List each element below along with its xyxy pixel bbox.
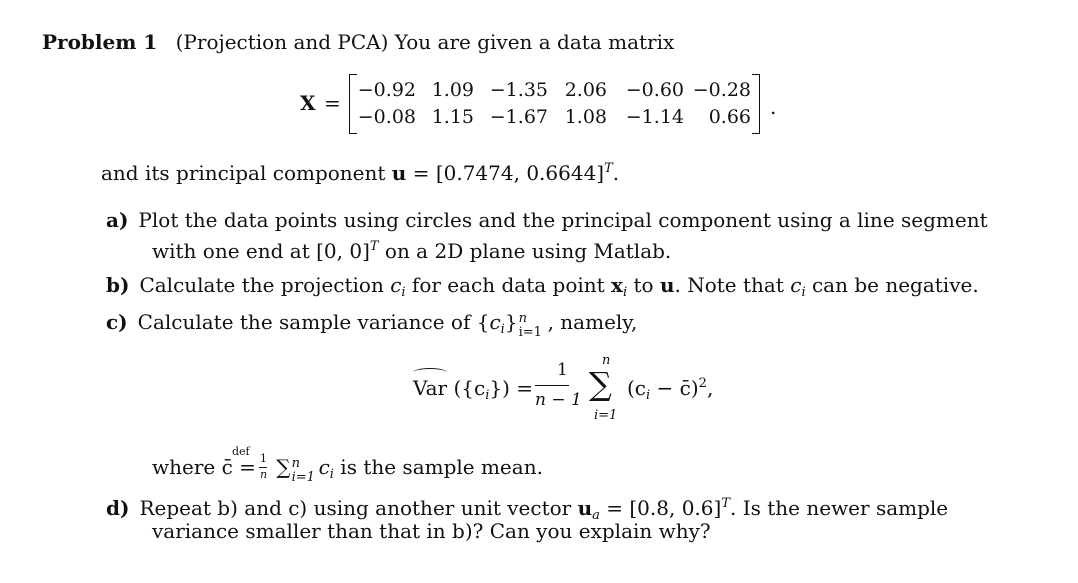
part-c — [106, 310, 637, 342]
part-d-sup: T — [721, 496, 730, 511]
where-suffix: is the sample mean. — [340, 455, 543, 479]
part-d-text3: . Is the newer sample — [730, 496, 949, 520]
part-c-set-sub: i=1 — [518, 325, 542, 340]
part-d-label: d) — [106, 496, 130, 520]
pc-value: = [0.7474, 0.6644] — [412, 161, 605, 185]
part-d-ua-sub: a — [592, 508, 600, 523]
part-a-text: Plot the data points using circles and the principal component using a line segment — [138, 208, 988, 232]
where-sum-sup: n — [291, 456, 300, 471]
pc-symbol: u — [391, 161, 407, 185]
part-b-xi-sub: i — [622, 285, 628, 300]
variance-lhs-text: Var ({c — [413, 376, 486, 400]
variance-rhs-end: , — [706, 376, 714, 400]
where-sum-limits — [291, 456, 319, 485]
matrix-cell: −0.28 — [692, 79, 751, 101]
part-c-label: c) — [106, 310, 128, 334]
variance-rhs — [627, 376, 713, 403]
matrix-cell: −0.08 — [357, 106, 416, 128]
part-a-label: a) — [106, 208, 129, 232]
part-b-u: u — [659, 273, 675, 297]
matrix-cell: 1.08 — [564, 106, 607, 128]
problem-title: Problem 1 — [42, 30, 158, 54]
part-c-set-var-sub: i — [500, 322, 505, 337]
part-c-limits — [518, 311, 548, 340]
pc-transpose: T — [604, 161, 613, 176]
variance-lhs-sub: i — [485, 388, 490, 403]
matrix-equals: = — [324, 91, 341, 115]
part-a-continuation — [152, 235, 671, 263]
matrix-cell: −0.60 — [625, 79, 684, 101]
sum-upper-limit: n — [602, 353, 611, 368]
part-a-line2-pre: with one end at [0, 0] — [152, 239, 370, 263]
variance-rhs-sub: i — [646, 388, 651, 403]
matrix-right-bracket — [752, 74, 760, 134]
part-b-ci: c — [390, 273, 402, 297]
fraction-bar — [535, 385, 569, 386]
variance-rhs-open: (c — [627, 376, 647, 400]
matrix-cell: 2.06 — [564, 79, 607, 101]
where-ci: c — [318, 455, 330, 479]
where-eq: = — [239, 455, 256, 479]
variance-lhs — [413, 376, 533, 403]
part-b-ci-sub: i — [401, 285, 406, 300]
where-prefix: where c̄ — [152, 455, 233, 479]
def-label: def — [232, 445, 250, 458]
part-d-ua: u — [577, 496, 593, 520]
part-b-text4: . Note that — [674, 273, 784, 297]
matrix-cell: −1.35 — [489, 79, 548, 101]
where-sum: ∑ — [276, 455, 291, 479]
part-b-text1: Calculate the projection — [139, 273, 384, 297]
part-b-ci-sub-2: i — [801, 285, 806, 300]
principal-component-line — [101, 157, 619, 185]
fraction-denominator: n − 1 — [535, 390, 582, 410]
sum-lower-limit: i=1 — [594, 408, 618, 423]
part-d-continuation: variance smaller than that in b)? Can you explain why? — [152, 519, 711, 543]
part-b — [106, 273, 979, 305]
mini-fraction-denominator: n — [260, 468, 268, 481]
part-a-line2-post: on a 2D plane using Matlab. — [384, 239, 672, 263]
part-a — [106, 208, 988, 232]
part-c-set-var: c — [489, 310, 501, 334]
matrix-cell: 1.09 — [431, 79, 474, 101]
mini-fraction-numerator: 1 — [260, 452, 267, 465]
part-d-text2: = [0.8, 0.6] — [606, 496, 722, 520]
matrix-cell: −0.92 — [357, 79, 416, 101]
part-c-set-sup: n — [518, 311, 527, 326]
fraction-numerator: 1 — [557, 360, 568, 380]
problem-header — [42, 30, 674, 54]
part-d-text1: Repeat b) and c) using another unit vector — [139, 496, 572, 520]
part-c-text2: , namely, — [547, 310, 638, 334]
matrix-symbol: X — [300, 91, 316, 115]
pc-prefix: and its principal component — [101, 161, 386, 185]
part-b-xi: x — [611, 273, 623, 297]
pc-suffix: . — [612, 161, 620, 185]
matrix-cell: −1.67 — [489, 106, 548, 128]
problem-topic: (Projection and PCA) — [175, 30, 389, 54]
sum-sign: ∑ — [589, 365, 612, 403]
where-ci-sub: i — [329, 467, 334, 482]
matrix-cell: −1.14 — [625, 106, 684, 128]
part-c-text1: Calculate the sample variance of { — [137, 310, 490, 334]
matrix-period: . — [770, 95, 777, 119]
part-b-text5: can be negative. — [811, 273, 979, 297]
part-a-sup: T — [369, 239, 379, 254]
sample-mean-definition — [152, 455, 543, 487]
matrix-cell: 1.15 — [431, 106, 474, 128]
variance-lhs-close: }) = — [489, 376, 534, 400]
matrix-cell: 0.66 — [708, 106, 751, 128]
variance-rhs-mid: − c̄) — [650, 376, 699, 400]
variance-rhs-sup: 2 — [698, 376, 707, 391]
part-b-text3: to — [633, 273, 654, 297]
where-sum-sub: i=1 — [291, 470, 315, 485]
part-b-text2: for each data point — [411, 273, 605, 297]
part-c-set-close: } — [504, 310, 518, 334]
part-b-ci-2: c — [790, 273, 802, 297]
part-b-label: b) — [106, 273, 130, 297]
problem-intro: You are given a data matrix — [394, 30, 675, 54]
